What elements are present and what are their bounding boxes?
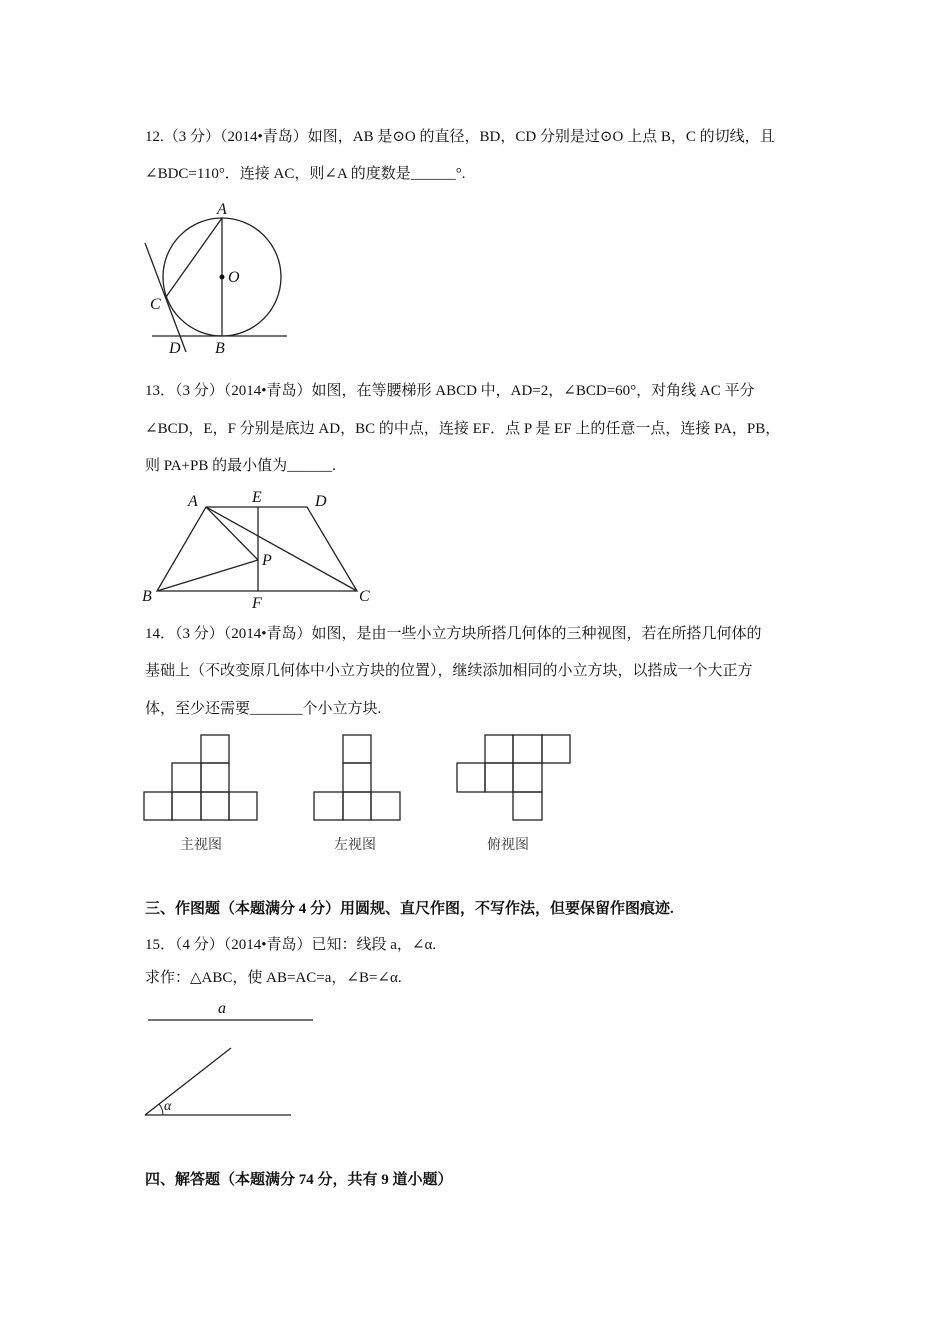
left-view-caption: 左视图 [334,837,376,853]
label-a: A [217,201,227,218]
label-d: D [169,340,181,357]
section3-heading: 三、作图题（本题满分 4 分）用圆规、直尺作图，不写作法，但要保留作图痕迹. [145,901,674,917]
angle-ray-upper [145,1048,231,1115]
q13-line2: ∠BCD，E，F 分别是底边 AD，BC 的中点，连接 EF．点 P 是 EF 上的任意一点，连接 PA，PB， [145,421,781,437]
q15-line1: 15．（4 分）（2014•青岛）已知：线段 a，∠α. [145,937,437,953]
label-d: D [315,493,327,510]
q14-line3: 体，至少还需要_______个小立方块. [145,701,382,717]
front-view-caption: 主视图 [180,837,222,853]
label-o: O [228,269,240,286]
angle-arc [159,1104,163,1115]
label-alpha: α [164,1099,172,1114]
label-a: a [218,1000,226,1017]
q14-line1: 14．（3 分）（2014•青岛）如图，是由一些小立方块所搭几何体的三种视图，若在所搭几何体的 [145,626,762,642]
label-p: P [262,552,272,569]
label-c: C [359,588,370,605]
q14-line2: 基础上（不改变原几何体中小立方块的位置），继续添加相同的小立方块，以搭成一个大正方 [145,663,753,679]
label-b: B [215,340,225,357]
section4-heading: 四、解答题（本题满分 74 分，共有 9 道小题） [145,1172,453,1188]
label-a: A [188,493,198,510]
q12-line2: ∠BDC=110°．连接 AC，则∠A 的度数是______°. [145,166,466,182]
q13-line3: 则 PA+PB 的最小值为______. [145,458,336,474]
label-c: C [150,296,161,313]
top-view-caption: 俯视图 [487,837,529,853]
q13-line1: 13．（3 分）（2014•青岛）如图，在等腰梯形 ABCD 中，AD=2，∠BCD=60°，对角线 AC 平分 [145,383,755,399]
q15-line2: 求作：△ABC，使 AB=AC=a，∠B=∠α. [145,970,402,986]
label-e: E [252,489,262,506]
q12-line1: 12.（3 分）（2014•青岛）如图，AB 是⊙O 的直径，BD，CD 分别是过⊙O 上点 B，C 的切线，且 [145,129,775,145]
label-f: F [252,595,262,612]
label-b: B [142,588,152,605]
